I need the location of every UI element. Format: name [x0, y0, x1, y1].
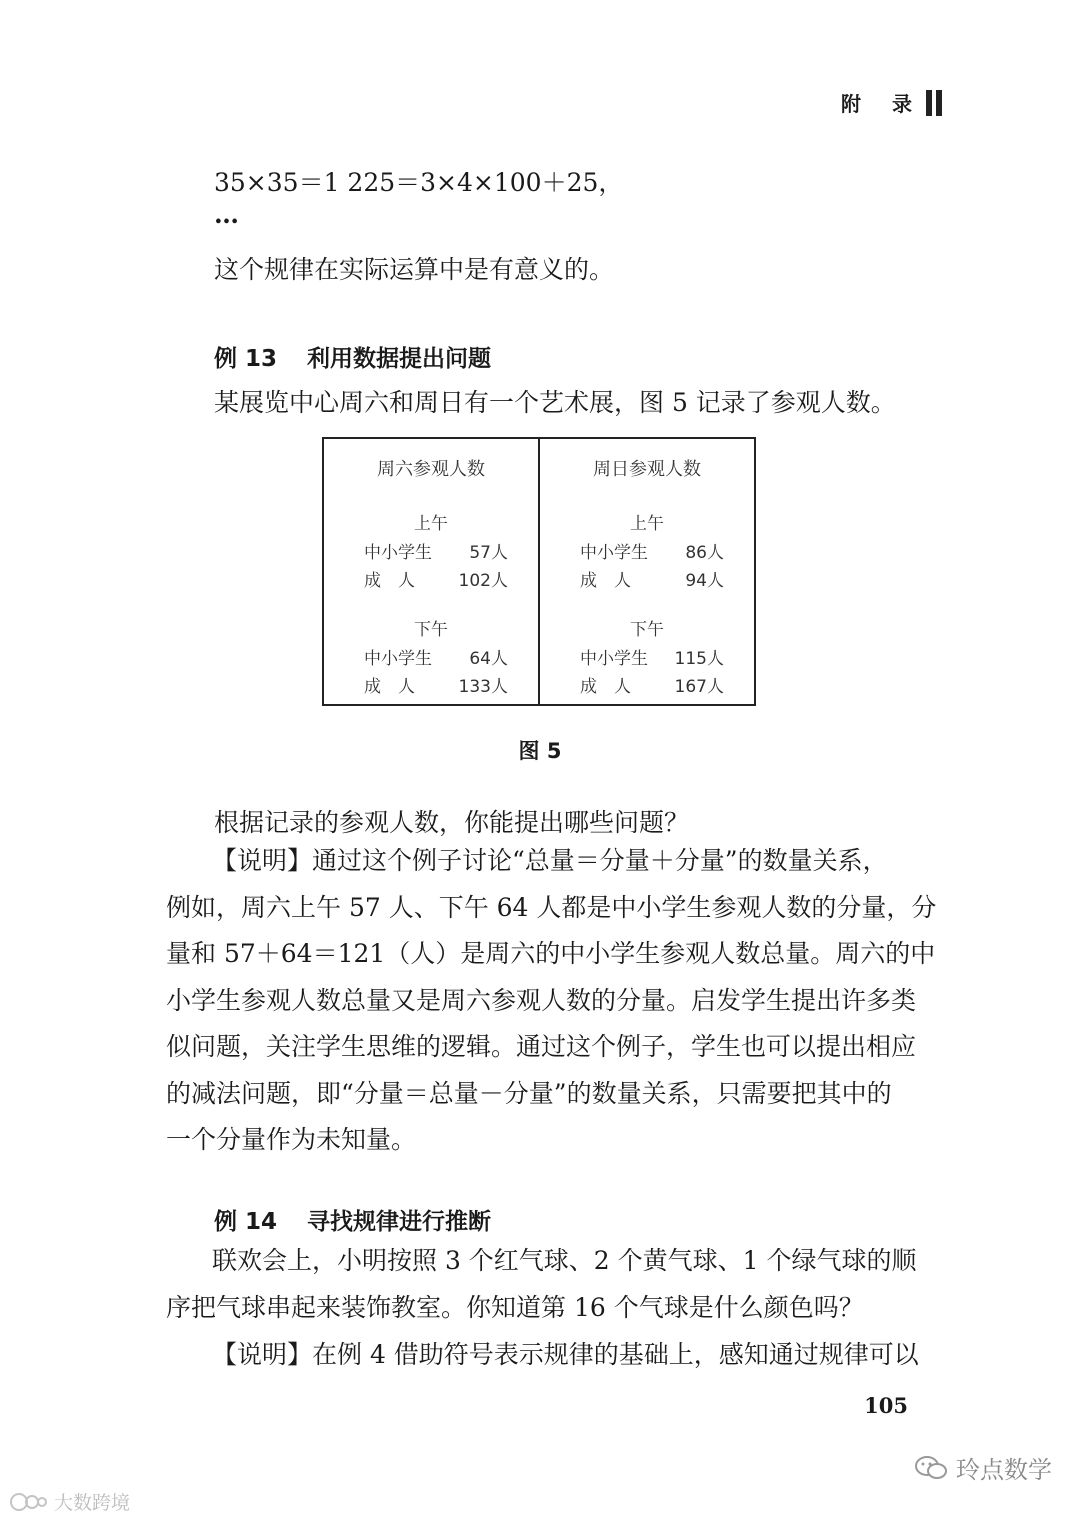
watermark-left-text: 大数跨境: [54, 1492, 131, 1514]
row-value: 94人: [685, 571, 724, 591]
sunday-morning-adults-row: [580, 566, 724, 591]
row-value: 167人: [674, 677, 724, 697]
equation-line: 35×35＝1 225＝3×4×100＋25，: [214, 168, 624, 197]
saturday-afternoon-adults-row: [364, 672, 508, 697]
explanation-line: 似问题，关注学生思维的逻辑。通过这个例子，学生也可以提出相应: [166, 1032, 917, 1061]
sunday-afternoon-students-row: [580, 644, 724, 669]
sunday-title: 周日参观人数: [593, 459, 701, 480]
row-label: 中小学生: [364, 649, 432, 669]
row-value: 115人: [674, 649, 724, 669]
row-label: 成 人: [364, 677, 415, 697]
sunday-afternoon-adults-row: [580, 672, 724, 697]
example14-title: 寻找规律进行推断: [307, 1209, 492, 1235]
example14-line: 联欢会上，小明按照 3 个红气球、2 个黄气球、1 个绿气球的顺: [212, 1246, 917, 1275]
row-value: 64人: [469, 649, 508, 669]
row-label: 成 人: [580, 677, 631, 697]
figure-caption: 图 5: [518, 739, 562, 763]
row-label: 中小学生: [580, 649, 648, 669]
example13-question: 根据记录的参观人数，你能提出哪些问题？: [214, 808, 690, 837]
explanation-line: 小学生参观人数总量又是周六参观人数的分量。启发学生提出许多类: [166, 985, 917, 1015]
saturday-panel: [324, 439, 538, 704]
row-label: 成 人: [580, 571, 631, 591]
section-header: [841, 88, 942, 117]
wechat-icon: [914, 1454, 948, 1482]
watermark-logo-icon: [8, 1491, 48, 1513]
saturday-morning-label: 上午: [414, 514, 448, 534]
header-bars-icon: [926, 90, 942, 116]
row-value: 57人: [469, 543, 508, 563]
page-number: 105: [864, 1393, 908, 1418]
row-value: 133人: [458, 677, 508, 697]
explanation-line: 的减法问题，即“分量＝总量－分量”的数量关系，只需要把其中的: [166, 1078, 892, 1108]
explanation-line: 量和 57＋64＝121（人）是周六的中小学生参观人数总量。周六的中: [166, 939, 936, 968]
watermark-right-text: 玲点数学: [956, 1456, 1052, 1484]
example13-heading: [214, 340, 491, 373]
sunday-panel: [538, 439, 754, 704]
row-label: 中小学生: [364, 543, 432, 563]
ellipsis-line: …: [214, 200, 239, 229]
explanation-line: 例如，周六上午 57 人、下午 64 人都是中小学生参观人数的分量，分: [166, 892, 937, 922]
saturday-afternoon-students-row: [364, 644, 508, 669]
row-label: 中小学生: [580, 543, 648, 563]
saturday-morning-adults-row: [364, 566, 508, 591]
rule-note: 这个规律在实际运算中是有意义的。: [214, 255, 615, 284]
sunday-afternoon-label: 下午: [630, 620, 664, 640]
example13-label: 例 13: [214, 346, 278, 372]
row-value: 86人: [685, 543, 724, 563]
example14-heading: [214, 1203, 491, 1236]
explanation-line: 一个分量作为未知量。: [166, 1125, 417, 1154]
row-label: 成 人: [364, 571, 415, 591]
saturday-title: 周六参观人数: [377, 459, 485, 480]
watermark-left: [8, 1488, 130, 1515]
saturday-morning-students-row: [364, 538, 508, 563]
explanation-line: 【说明】通过这个例子讨论“总量＝分量＋分量”的数量关系，: [212, 846, 888, 875]
example13-title: 利用数据提出问题: [307, 346, 492, 372]
example13-intro: 某展览中心周六和周日有一个艺术展，图 5 记录了参观人数。: [214, 388, 896, 417]
example14-line: 序把气球串起来装饰教室。你知道第 16 个气球是什么颜色吗？: [166, 1293, 864, 1322]
watermark-right: [914, 1450, 1052, 1485]
row-value: 102人: [458, 571, 508, 591]
example14-label: 例 14: [214, 1209, 278, 1235]
section-title: 附 录: [841, 92, 924, 116]
sunday-morning-students-row: [580, 538, 724, 563]
saturday-afternoon-label: 下午: [414, 620, 448, 640]
example14-line: 【说明】在例 4 借助符号表示规律的基础上，感知通过规律可以: [212, 1340, 919, 1369]
visitor-figure: [322, 437, 756, 706]
example13-explanation: [166, 838, 937, 1164]
sunday-morning-label: 上午: [630, 514, 664, 534]
example14-body: [166, 1237, 918, 1378]
